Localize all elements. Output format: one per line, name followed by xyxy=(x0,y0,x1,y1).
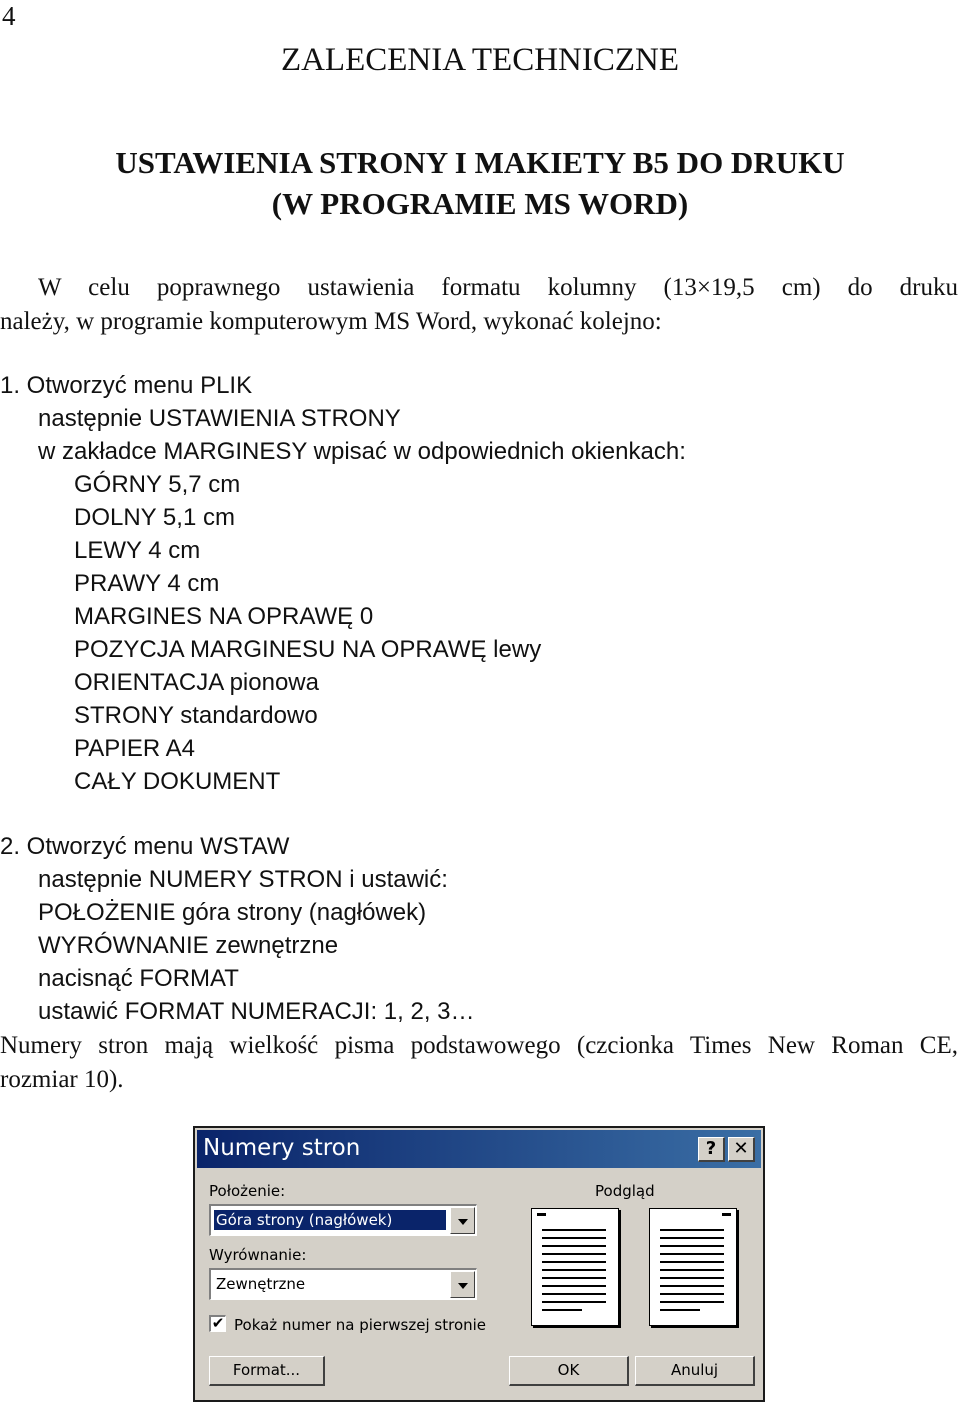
chevron-down-icon[interactable] xyxy=(450,1271,475,1298)
text-line xyxy=(542,1293,606,1295)
text-line xyxy=(542,1261,606,1263)
text-line xyxy=(542,1237,606,1239)
page-number-marker xyxy=(722,1213,731,1216)
step-2-line-3: POŁOŻENIE góra strony (nagłówek) xyxy=(38,899,427,926)
text-line xyxy=(542,1245,606,1247)
text-line xyxy=(660,1293,724,1295)
first-page-number-checkbox[interactable]: ✔ xyxy=(209,1315,226,1332)
help-button[interactable]: ? xyxy=(698,1137,725,1162)
text-line xyxy=(660,1261,724,1263)
step-2-line-1: 2. Otworzyć menu WSTAW xyxy=(0,833,290,860)
close-button[interactable]: ✕ xyxy=(728,1137,755,1162)
text-line xyxy=(660,1253,724,1255)
page-number: 4 xyxy=(2,1,16,31)
text-line xyxy=(542,1309,582,1311)
note-line-1: Numery stron mają wielkość pisma podstawowego (czcionka Times New Roman CE, xyxy=(0,1032,958,1059)
page-numbers-dialog xyxy=(193,1126,765,1402)
margin-setting: GÓRNY 5,7 cm xyxy=(74,471,241,498)
step-1-line-3: w zakładce MARGINESY wpisać w odpowiednich okienkach: xyxy=(38,438,686,465)
position-select[interactable] xyxy=(209,1204,477,1236)
text-line xyxy=(542,1253,606,1255)
margin-setting: DOLNY 5,1 cm xyxy=(74,504,235,531)
text-line xyxy=(542,1277,606,1279)
page-number-marker xyxy=(537,1213,546,1216)
alignment-select[interactable] xyxy=(209,1268,477,1300)
margin-setting: PAPIER A4 xyxy=(74,735,195,762)
step-2-line-6: ustawić FORMAT NUMERACJI: 1, 2, 3… xyxy=(38,998,475,1025)
section-heading-line-2: (W PROGRAMIE MS WORD) xyxy=(271,186,689,221)
intro-line-2: należy, w programie komputerowym MS Word, wykonać kolejno: xyxy=(0,308,662,335)
text-line xyxy=(660,1285,724,1287)
text-line xyxy=(542,1269,606,1271)
alignment-selected-value: Zewnętrzne xyxy=(216,1275,306,1293)
format-button[interactable]: Format... xyxy=(209,1356,325,1386)
margin-setting: ORIENTACJA pionowa xyxy=(74,669,319,696)
text-line xyxy=(660,1245,724,1247)
text-line xyxy=(660,1309,700,1311)
cancel-button[interactable]: Anuluj xyxy=(635,1356,755,1386)
margin-setting: LEWY 4 cm xyxy=(74,537,201,564)
step-2-line-4: WYRÓWNANIE zewnętrzne xyxy=(38,932,339,959)
text-line xyxy=(660,1301,724,1303)
text-line xyxy=(660,1269,724,1271)
note-line-2: rozmiar 10). xyxy=(0,1066,124,1093)
dialog-title-bar[interactable] xyxy=(197,1130,761,1168)
text-line xyxy=(660,1237,724,1239)
dialog-title: Numery stron xyxy=(203,1135,361,1161)
text-line xyxy=(542,1285,606,1287)
margin-setting: STRONY standardowo xyxy=(74,702,318,729)
text-line xyxy=(660,1277,724,1279)
page-title: ZALECENIA TECHNICZNE xyxy=(280,42,680,78)
intro-line-1: W celu poprawnego ustawienia formatu kolumny (13×19,5 cm) do druku xyxy=(38,274,958,301)
alignment-label: Wyrównanie: xyxy=(209,1246,307,1264)
step-1-line-2: następnie USTAWIENIA STRONY xyxy=(38,405,401,432)
position-selected-value: Góra strony (nagłówek) xyxy=(214,1210,446,1230)
ok-button[interactable]: OK xyxy=(509,1356,629,1386)
text-line xyxy=(542,1301,606,1303)
chevron-down-icon[interactable] xyxy=(450,1207,475,1234)
preview-page-left xyxy=(531,1208,619,1326)
first-page-number-label: Pokaż numer na pierwszej stronie xyxy=(234,1316,487,1334)
margin-setting: PRAWY 4 cm xyxy=(74,570,220,597)
text-line xyxy=(542,1229,606,1231)
text-line xyxy=(660,1229,724,1231)
margin-setting: POZYCJA MARGINESU NA OPRAWĘ lewy xyxy=(74,636,542,663)
position-label: Położenie: xyxy=(209,1182,286,1200)
step-1-line-1: 1. Otworzyć menu PLIK xyxy=(0,372,253,399)
preview-label: Podgląd xyxy=(595,1182,655,1200)
step-2-line-5: nacisnąć FORMAT xyxy=(38,965,239,992)
section-heading-line-1: USTAWIENIA STRONY I MAKIETY B5 DO DRUKU xyxy=(115,145,845,180)
step-2-line-2: następnie NUMERY STRON i ustawić: xyxy=(38,866,448,893)
margin-setting: CAŁY DOKUMENT xyxy=(74,768,281,795)
margin-setting: MARGINES NA OPRAWĘ 0 xyxy=(74,603,374,630)
preview-page-right xyxy=(649,1208,737,1326)
